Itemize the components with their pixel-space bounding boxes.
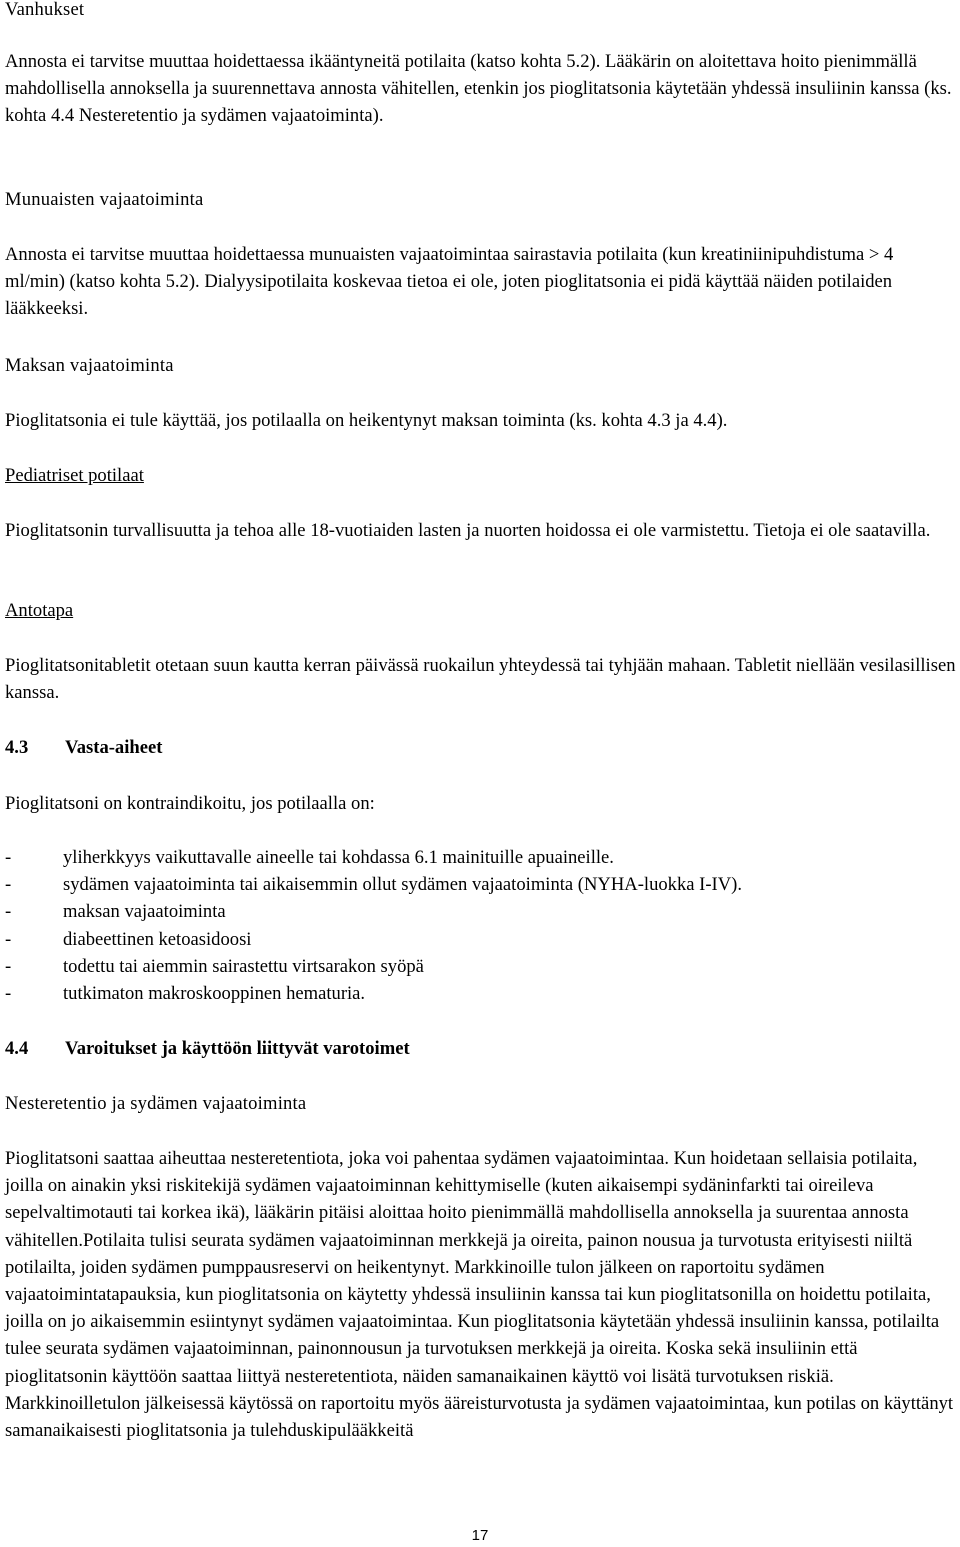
heading-administration: Antotapa <box>5 600 74 621</box>
dash-bullet: - <box>5 955 12 977</box>
section-title: Varoitukset ja käyttöön liittyvät varotoimet <box>65 1038 410 1059</box>
paragraph-warnings: Pioglitatsoni saattaa aiheuttaa nesteretentiota, joka voi pahentaa sydämen vajaatoimintaa. Kun hoidetaan sellaisia potilaita, joilla on ainakin yksi riskitekijä sydämen vajaatoiminnan kehittymiselle (kuten aikaisempi sydäninfarkti tai oireileva sepelvaltimotauti tai korkea ikä), lääkärin pitäisi aloittaa hoito pienimmällä mahdollisella annoksella ja suurentaa annosta vähitellen.Potilaita tulisi seurata sydämen vajaatoiminnan merkkejä ja oireita, painon nousua ja turvotusta erityisesti niiltä potilailta, joiden sydämen pumppausreservi on heikentynyt. Markkinoille tulon jälkeen on raportoitu sydämen vajaatoimintatapauksia, kun pioglitatsonia on käytetty yhdessä insuliinin kanssa tai kun pioglitatsonilla on hoidettu potilaita, joilla on jo aikaisemmin esiintynyt sydämen vajaatoimintaa. Kun pioglitatsonia käytetään yhdessä insuliinin kanssa, potilailta tulee seurata sydämen vajaatoiminnan, painonnousun ja turvotuksen merkkejä ja oireita. Koska sekä insuliinin että pioglitatsonin käyttöön saattaa liittyä nesteretentiota, näiden samanaikainen käyttö voi lisätä turvotuksen riskiä. Markkinoilletulon jälkeisessä käytössä on raportoitu myös ääreisturvotusta ja sydämen vajaatoimintaa, kun potilas on käyttänyt samanaikaisesti pioglitatsonia ja tulehduskipulääkkeitä <box>5 1148 954 1442</box>
list-item-text: sydämen vajaatoiminta tai aikaisemmin ollut sydämen vajaatoiminta (NYHA-luokka I-IV). <box>63 874 742 896</box>
list-item-text: todettu tai aiemmin sairastettu virtsarakon syöpä <box>63 955 424 977</box>
dash-bullet: - <box>5 847 12 868</box>
list-item <box>5 953 959 980</box>
paragraph-elderly: Annosta ei tarvitse muuttaa hoidettaessa ikääntyneitä potilaita (katso kohta 5.2). Lääkärin on aloitettava hoito pienimmällä mahdollisella annoksella ja suurennettava annosta vähitellen, etenkin jos pioglitatsonia käytetään yhdessä insuliinin kanssa (ks. kohta 4.4 Nesteretentio ja sydämen vajaatoiminta). <box>5 51 952 127</box>
list-item-text: maksan vajaatoiminta <box>63 901 226 923</box>
heading-pediatric: Pediatriset potilaat <box>5 465 144 486</box>
section-number: 4.3 <box>5 737 29 758</box>
list-item-text: tutkimaton makroskooppinen hematuria. <box>63 983 366 1005</box>
dash-bullet: - <box>5 983 12 1005</box>
section-heading-warnings <box>5 1035 410 1062</box>
subheading-fluid-retention: Nesteretentio ja sydämen vajaatoiminta <box>5 1093 307 1114</box>
list-item <box>5 926 959 953</box>
paragraph-pediatric: Pioglitatsonin turvallisuutta ja tehoa alle 18-vuotiaiden lasten ja nuorten hoidossa ei ole varmistettu. Tietoja ei ole saatavilla. <box>5 520 931 541</box>
section-title: Vasta-aiheet <box>65 737 163 758</box>
page-number: 17 <box>471 1527 489 1544</box>
heading-hepatic: Maksan vajaatoiminta <box>5 355 174 376</box>
list-item <box>5 844 959 871</box>
dash-bullet: - <box>5 928 12 950</box>
heading-elderly: Vanhukset <box>5 0 85 20</box>
paragraph-administration: Pioglitatsonitabletit otetaan suun kautta kerran päivässä ruokailun yhteydessä tai tyhjään mahaan. Tabletit niellään vesilasillisen kanssa. <box>5 655 956 704</box>
heading-renal: Munuaisten vajaatoiminta <box>5 189 204 210</box>
paragraph-hepatic: Pioglitatsonia ei tule käyttää, jos potilaalla on heikentynyt maksan toiminta (ks. kohta 4.3 ja 4.4). <box>5 410 728 431</box>
dash-bullet: - <box>5 874 12 896</box>
list-item <box>5 980 959 1007</box>
section-heading-contraindications <box>5 734 162 761</box>
list-item-text: diabeettinen ketoasidoosi <box>63 928 252 950</box>
paragraph-renal: Annosta ei tarvitse muuttaa hoidettaessa munuaisten vajaatoimintaa sairastavia potilaita (kun kreatiniinipuhdistuma > 4 ml/min) (katso kohta 5.2). Dialyysipotilaita koskevaa tietoa ei ole, joten pioglitatsonia ei pidä käyttää näiden potilaiden lääkkeeksi. <box>5 244 894 320</box>
dash-bullet: - <box>5 901 12 923</box>
list-item-text: yliherkkyys vaikuttavalle aineelle tai kohdassa 6.1 mainituille apuaineille. <box>63 847 614 868</box>
contraindications-intro: Pioglitatsoni on kontraindikoitu, jos potilaalla on: <box>5 793 375 814</box>
list-item <box>5 871 959 898</box>
list-item <box>5 898 959 925</box>
section-number: 4.4 <box>5 1038 29 1059</box>
contraindications-list <box>5 844 959 1007</box>
